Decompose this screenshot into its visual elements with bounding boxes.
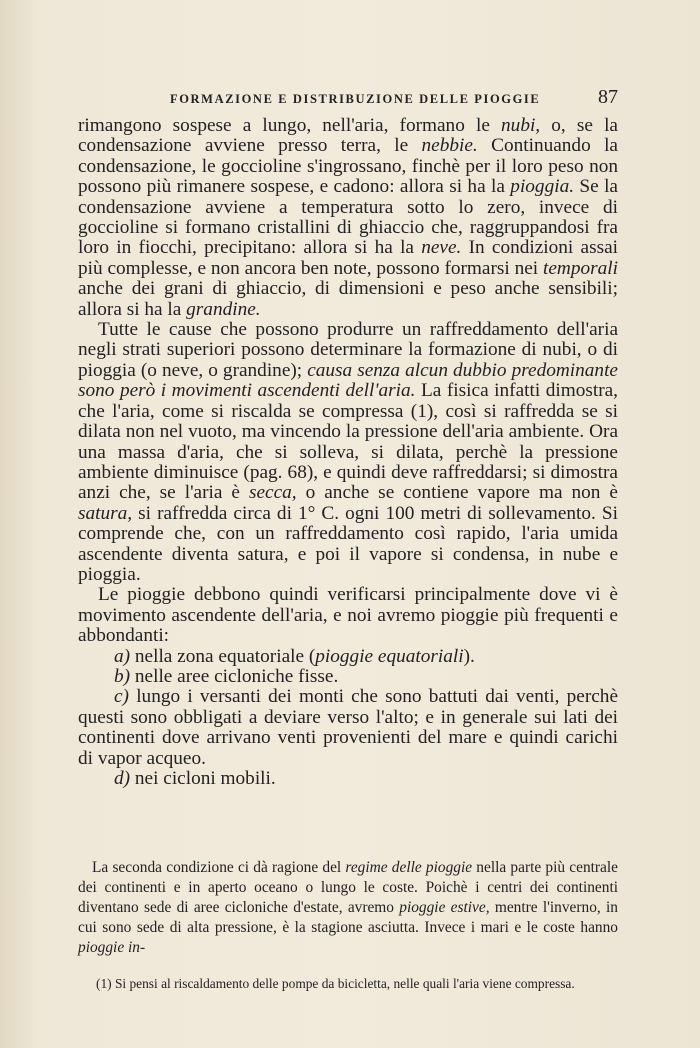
list-item-text: nei cicloni mobili. xyxy=(130,768,276,789)
term-neve: neve. xyxy=(421,237,462,259)
paragraph-1-text: Continuando la condensazione, le goccioline s'ingrossano, finchè per il loro peso non possono più rimanere sospese, e cadono: allora si ha la xyxy=(78,135,618,198)
list-item-c xyxy=(78,687,618,769)
term-pioggie-estive: pioggie estive, xyxy=(399,899,490,916)
paragraph-1 xyxy=(78,116,618,320)
term-satura: satura, xyxy=(78,502,133,524)
footnote xyxy=(78,976,612,992)
list-item-text: nelle aree cicloniche fisse. xyxy=(130,665,339,687)
paragraph-2-text: Tutte le cause che possono produrre un raffreddamento dell'aria negli strati superiori possono determinare la formazione di nubi, o di pioggia (o neve, o grandine); xyxy=(78,319,618,381)
term-nubi: nubi, xyxy=(501,115,541,136)
term-pioggia: pioggia. xyxy=(510,176,575,198)
footnote-text: (1) Si pensi al riscaldamento delle pompe da bicicletta, nelle quali l'aria viene compressa. xyxy=(96,976,575,991)
emphasis-movimenti-ascendenti: causa senza alcun dubbio predominante sono però i movimenti ascendenti dell'aria. xyxy=(78,359,618,402)
list-item-d xyxy=(78,769,618,789)
paragraph-2-text: o anche se contiene vapore ma non è xyxy=(296,482,618,504)
main-text xyxy=(78,116,618,789)
term-nebbie: nebbie. xyxy=(421,135,478,157)
term-regime-delle-pioggie: regime delle pioggie xyxy=(345,859,473,876)
paragraph-2 xyxy=(78,320,618,585)
term-temporali: temporali xyxy=(543,257,618,279)
paragraph-1-text: anche dei grani di ghiaccio, di dimensioni e peso anche sensibili; allora si ha la xyxy=(78,278,618,320)
running-title: FORMAZIONE E DISTRIBUZIONE DELLE PIOGGIE xyxy=(170,92,541,106)
small-paragraph-text: La seconda condizione ci dà ragione del xyxy=(92,859,346,876)
term-grandine: grandine. xyxy=(186,298,261,320)
page-number: 87 xyxy=(598,86,618,108)
list-item-text: lungo i versanti dei monti che sono battuti dai venti, perchè questi sono obbligati a deviare verso l'alto; e in generale sui lati dei continenti dove arrivano venti provenienti del mare e quindi carichi di vapor acqueo. xyxy=(78,686,618,769)
list-letter: c) xyxy=(114,686,129,708)
list-item-b xyxy=(78,667,618,687)
small-paragraph xyxy=(78,858,618,958)
list-letter: b) xyxy=(114,665,131,687)
list-letter: a) xyxy=(114,645,131,667)
paragraph-1-text: o, se la condensazione avviene presso terra, le xyxy=(78,115,618,157)
list-item-a xyxy=(78,647,618,667)
paragraph-2-text: La fisica infatti dimostra, che l'aria, come si riscalda se compressa (1), così si raffredda se si dilata non nel vuoto, ma vincendo la pressione dell'aria ambiente. Ora una massa d'aria, che si solleva, si dilata, perchè la pressione ambiente diminuisce (pag. 68), e quindi deve raffreddarsi; si dimostra anzi che, se l'aria è xyxy=(78,380,619,504)
list-item-text: nella zona equatoriale ( xyxy=(130,645,316,667)
term-pioggie-equatoriali: pioggie equatoriali xyxy=(315,645,464,667)
paragraph-3: Le pioggie debbono quindi verificarsi principalmente dove vi è movimento ascendente dell'aria, e noi avremo pioggie più frequenti e abbondanti: xyxy=(78,584,618,647)
list-item-text: ). xyxy=(463,645,475,667)
small-paragraph-text: mentre l'inverno, in cui sono sede di alta pressione, è la stagione asciutta. Invece i mari e le coste hanno xyxy=(78,899,618,936)
term-pioggie-invernali: pioggie in- xyxy=(78,939,146,956)
term-secca: secca, xyxy=(248,482,297,504)
list-letter: d) xyxy=(114,768,131,789)
page-header xyxy=(170,86,618,110)
small-paragraph-text: nella parte più centrale dei continenti e in aperto oceano o lungo le coste. Poichè i centri dei continenti diventano sede di aree cicloniche d'estate, avremo xyxy=(78,859,618,916)
paragraph-2-text: si raffredda circa di 1° C. ogni 100 metri di sollevamento. Si comprende che, con un raffreddamento così rapido, l'aria umida ascendente diventa satura, e poi il vapore si condensa, in nube e pioggia. xyxy=(78,502,618,585)
paragraph-1-text: rimangono sospese a lungo, nell'aria, formano le xyxy=(78,115,502,136)
paragraph-1-text: Se la condensazione avviene a temperatura sotto lo zero, invece di goccioline si formano cristallini di ghiaccio che, raggruppandosi fra loro in fiocchi, precipitano: allora si ha la xyxy=(78,176,618,259)
small-print-section xyxy=(78,858,618,958)
paragraph-1-text: In condizioni assai più complesse, e non ancora ben note, possono formarsi nei xyxy=(78,237,618,279)
